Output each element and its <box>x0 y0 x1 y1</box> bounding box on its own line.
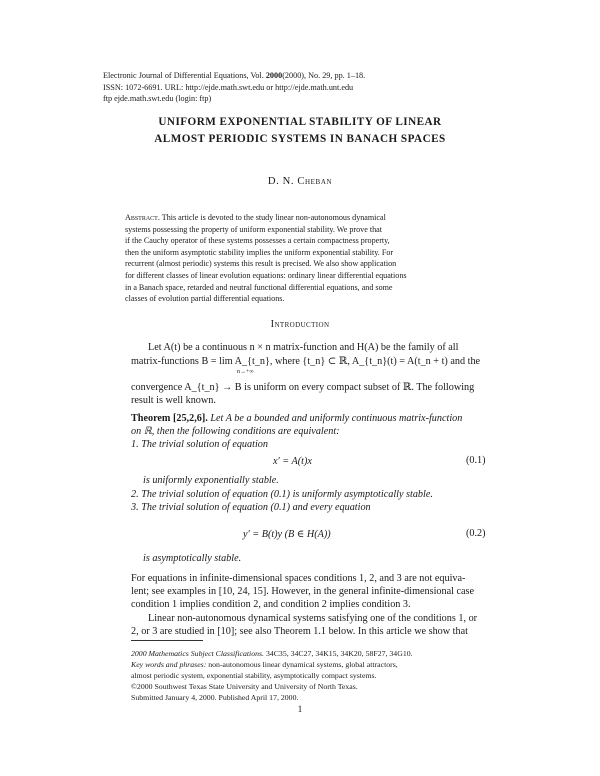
keywords-text: non-autonomous linear dynamical systems, global attractors, <box>208 660 398 669</box>
journal-header <box>103 70 365 105</box>
intro-line-3: convergence A_{t_n} → B is uniform on every compact subset of ℝ. The following <box>131 382 475 393</box>
intro-line-4: result is well known. <box>131 395 216 406</box>
theorem-after-eq1: is uniformly exponentially stable. <box>143 475 279 486</box>
footnote-rule <box>131 640 203 641</box>
theorem-line-1 <box>131 412 462 425</box>
journal-name: Electronic Journal of Differential Equations, Vol. <box>103 71 266 80</box>
equation-number-0-2: (0.2) <box>466 528 486 539</box>
abstract-line: recurrent (almost periodic) systems this result is precised. We also show application <box>125 259 397 269</box>
para2-line-3: condition 1 implies condition 2, and condition 2 implies condition 3. <box>131 599 411 610</box>
abstract-label: Abstract. <box>125 213 160 222</box>
footnote-msc <box>131 648 413 659</box>
intro-line-1: Let A(t) be a continuous n × n matrix-function and H(A) be the family of all <box>148 342 459 353</box>
abstract-line: if the Cauchy operator of these systems possesses a certain compactness property, <box>125 236 390 246</box>
abstract-line: for different classes of linear evolution equations: ordinary linear differential equations <box>125 270 407 280</box>
abstract-line: classes of evolution partial differential equations. <box>125 294 285 304</box>
page-number: 1 <box>297 705 303 715</box>
intro-line-2: matrix-functions B = lim A_{t_n}, where {t_n} ⊂ ℝ, A_{t_n}(t) = A(t_n + t) and the <box>131 356 481 367</box>
footnote-submitted: Submitted January 4, 2000. Published April 17, 2000. <box>131 693 299 702</box>
theorem-item-3: 3. The trivial solution of equation (0.1) and every equation <box>131 502 371 513</box>
journal-volume: 2000 <box>265 71 283 80</box>
para3-line-2: 2, or 3 are studied in [10]; see also Theorem 1.1 below. In this article we show that <box>131 626 468 637</box>
abstract-line: systems possessing the property of uniform exponential stability. We prove that <box>125 224 382 234</box>
journal-issue: (2000), No. 29, pp. 1–18. <box>282 71 366 80</box>
footnote-keywords-cont: almost periodic system, exponential stability, asymptotically compact systems. <box>131 671 377 680</box>
abstract-line: in a Banach space, retarded and neutral functional differential equations, and some <box>125 282 393 292</box>
title-line-1: UNIFORM EXPONENTIAL STABILITY OF LINEAR <box>158 116 442 128</box>
footnote-keywords <box>131 659 398 670</box>
para3-line-1: Linear non-autonomous dynamical systems satisfying one of the conditions 1, or <box>148 613 478 624</box>
keywords-label: Key words and phrases: <box>131 660 207 669</box>
msc-label: 2000 Mathematics Subject Classifications. <box>131 649 264 658</box>
title-line-2: ALMOST PERIODIC SYSTEMS IN BANACH SPACES <box>154 133 446 145</box>
abstract-line: then the uniform asymptotic stability implies the uniform exponential stability. For <box>125 247 394 257</box>
equation-0-2: y′ = B(t)y (B ∈ H(A)) <box>243 529 331 540</box>
equation-number-0-1: (0.1) <box>466 455 486 466</box>
theorem-after-eq2: is asymptotically stable. <box>143 553 242 564</box>
equation-0-1: x′ = A(t)x <box>273 456 312 467</box>
section-heading: Introduction <box>270 319 330 330</box>
footnote-copyright: ©2000 Southwest Texas State University and University of North Texas. <box>131 682 358 691</box>
para2-line-2: lent; see examples in [10, 24, 15]. However, in the general infinite-dimensional case <box>131 586 475 597</box>
theorem-item-2: 2. The trivial solution of equation (0.1) is uniformly asymptotically stable. <box>131 489 433 500</box>
para2-line-1: For equations in infinite-dimensional spaces conditions 1, 2, and 3 are not equiva- <box>131 573 466 584</box>
journal-line-3: ftp ejde.math.swt.edu (login: ftp) <box>103 94 212 103</box>
journal-line-1 <box>103 70 365 82</box>
abstract <box>125 212 485 305</box>
limit-subscript: n→+∞ <box>237 369 254 375</box>
theorem-label: Theorem [25,2,6]. <box>131 413 208 424</box>
msc-codes: 34C35, 34C27, 34K15, 34K20, 58F27, 34G10. <box>265 649 413 658</box>
theorem-line-2: on ℝ, then the following conditions are equivalent: <box>131 426 340 437</box>
author: D. N. Cheban <box>267 176 333 187</box>
journal-line-2: ISSN: 1072-6691. URL: http://ejde.math.swt.edu or http://ejde.math.unt.edu <box>103 82 354 92</box>
theorem-item-1: 1. The trivial solution of equation <box>131 439 268 450</box>
theorem-text: Let A be a bounded and uniformly continuous matrix-function <box>210 413 463 424</box>
abstract-line: This article is devoted to the study linear non-autonomous dynamical <box>161 213 386 222</box>
